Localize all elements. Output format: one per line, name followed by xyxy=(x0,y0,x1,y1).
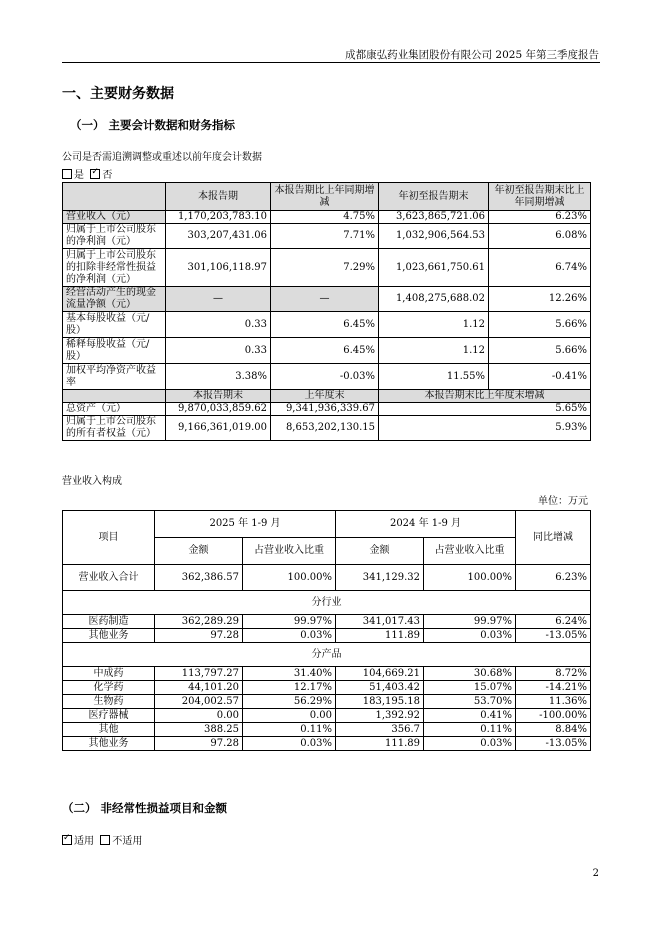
subsection-title-non-recurring: （二） 非经常性损益项目和金额 xyxy=(62,801,228,815)
page-number: 2 xyxy=(592,868,599,879)
header-cell: 2024 年 1-9 月 xyxy=(336,511,516,538)
group-row xyxy=(63,643,591,667)
header-cell: 同比增减 xyxy=(516,511,591,565)
row-label: 其他业务 xyxy=(63,629,155,643)
cell: 183,195.18 xyxy=(336,695,424,709)
cell: 9,870,033,859.62 xyxy=(166,403,271,416)
header-cell: 2025 年 1-9 月 xyxy=(155,511,336,538)
table-row xyxy=(63,565,591,591)
row-label: 生物药 xyxy=(63,695,155,709)
cell: 104,669.21 xyxy=(336,667,424,681)
cell: 1.12 xyxy=(379,312,489,338)
row-label: 中成药 xyxy=(63,667,155,681)
table-row xyxy=(63,224,591,249)
revenue-composition-title: 营业收入构成 xyxy=(62,476,122,487)
cell: 1,032,906,564.53 xyxy=(379,224,489,249)
cell: 3,623,865,721.06 xyxy=(379,211,489,224)
cell: 97.28 xyxy=(155,737,243,751)
row-label: 稀释每股收益（元/股） xyxy=(63,338,166,364)
cell: 11.36% xyxy=(516,695,591,709)
cell: 0.11% xyxy=(424,723,516,737)
retro-question: 公司是否需追溯调整或重述以前年度会计数据 xyxy=(62,152,262,163)
cell: 6.74% xyxy=(489,249,591,287)
cell: 341,129.32 xyxy=(336,565,424,591)
cell: 12.17% xyxy=(243,681,336,695)
header-cell: 占营业收入比重 xyxy=(424,538,516,565)
cell: 0.00 xyxy=(155,709,243,723)
cell: 0.00 xyxy=(243,709,336,723)
cell: 301,106,118.97 xyxy=(166,249,271,287)
cell: 100.00% xyxy=(243,565,336,591)
cell: 99.97% xyxy=(424,615,516,629)
revenue-composition-table xyxy=(62,510,591,751)
cell: 356.7 xyxy=(336,723,424,737)
cell: 5.66% xyxy=(489,338,591,364)
table-row xyxy=(63,249,591,287)
cell: 0.03% xyxy=(243,737,336,751)
cell: -14.21% xyxy=(516,681,591,695)
cell: 31.40% xyxy=(243,667,336,681)
checkbox-checked-icon[interactable] xyxy=(90,169,100,179)
header-cell: 本报告期 xyxy=(166,183,271,211)
table-row xyxy=(63,723,591,737)
retro-no-label: 否 xyxy=(102,170,113,181)
applicable-label: 适用 xyxy=(74,836,94,847)
row-label: 基本每股收益（元/股） xyxy=(63,312,166,338)
cell: 362,289.29 xyxy=(155,615,243,629)
cell: 99.97% xyxy=(243,615,336,629)
cell: 53.70% xyxy=(424,695,516,709)
group-row xyxy=(63,591,591,615)
cell: -100.00% xyxy=(516,709,591,723)
cell: 6.23% xyxy=(489,211,591,224)
cell: 6.45% xyxy=(271,338,379,364)
cell: 113,797.27 xyxy=(155,667,243,681)
cell: 1,392.92 xyxy=(336,709,424,723)
cell: 0.11% xyxy=(243,723,336,737)
header-cell: 上年度末 xyxy=(271,390,379,403)
header-cell xyxy=(63,390,166,403)
header-cell xyxy=(63,183,166,211)
cell: 6.23% xyxy=(516,565,591,591)
header-cell: 年初至报告期末比上年同期增减 xyxy=(489,183,591,211)
cell: 12.26% xyxy=(489,287,591,312)
cell: 1,170,203,783.10 xyxy=(166,211,271,224)
cell: 0.33 xyxy=(166,312,271,338)
cell: 30.68% xyxy=(424,667,516,681)
cell: 7.29% xyxy=(271,249,379,287)
table-row xyxy=(63,364,591,390)
cell: 8.84% xyxy=(516,723,591,737)
table-row xyxy=(63,709,591,723)
cell: 362,386.57 xyxy=(155,565,243,591)
table-row xyxy=(63,211,591,224)
retro-yes-label: 是 xyxy=(74,170,84,181)
cell: 204,002.57 xyxy=(155,695,243,709)
cell: 44,101.20 xyxy=(155,681,243,695)
cell: 111.89 xyxy=(336,737,424,751)
cell: 388.25 xyxy=(155,723,243,737)
section-title-financial-data: 一、主要财务数据 xyxy=(62,86,174,102)
row-label: 加权平均净资产收益率 xyxy=(63,364,166,390)
cell: 8,653,202,130.15 xyxy=(271,416,379,441)
cell: 0.03% xyxy=(424,737,516,751)
table-row xyxy=(63,737,591,751)
applicable-options xyxy=(62,832,142,847)
table-header-row xyxy=(63,183,591,211)
table-row xyxy=(63,338,591,364)
cell: 111.89 xyxy=(336,629,424,643)
row-label: 归属于上市公司股东的扣除非经常性损益的净利润（元） xyxy=(63,249,166,287)
header-cell: 项目 xyxy=(63,511,155,565)
unit-label: 单位：万元 xyxy=(538,496,588,507)
cell: 6.08% xyxy=(489,224,591,249)
cell: 0.41% xyxy=(424,709,516,723)
row-label: 其他业务 xyxy=(63,737,155,751)
row-label: 营业收入（元） xyxy=(63,211,166,224)
cell: 5.66% xyxy=(489,312,591,338)
header-divider xyxy=(62,62,600,63)
header-cell: 本报告期末 xyxy=(166,390,271,403)
row-label: 归属于上市公司股东的净利润（元） xyxy=(63,224,166,249)
key-financial-table xyxy=(62,182,591,441)
cell: 3.38% xyxy=(166,364,271,390)
cell: -0.41% xyxy=(489,364,591,390)
cell: — xyxy=(271,287,379,312)
cell: 9,166,361,019.00 xyxy=(166,416,271,441)
table-row xyxy=(63,629,591,643)
table-header-row xyxy=(63,511,591,538)
cell: 5.93% xyxy=(379,416,591,441)
row-label: 总资产（元） xyxy=(63,403,166,416)
cell: -13.05% xyxy=(516,629,591,643)
header-cell: 年初至报告期末 xyxy=(379,183,489,211)
row-label: 经营活动产生的现金流量净额（元） xyxy=(63,287,166,312)
cell: 56.29% xyxy=(243,695,336,709)
cell: 1.12 xyxy=(379,338,489,364)
cell: 7.71% xyxy=(271,224,379,249)
not-applicable-label: 不适用 xyxy=(112,836,143,847)
cell: 6.24% xyxy=(516,615,591,629)
table-row xyxy=(63,681,591,695)
table-row xyxy=(63,416,591,441)
row-label: 其他 xyxy=(63,723,155,737)
cell: 1,408,275,688.02 xyxy=(379,287,489,312)
cell: 9,341,936,339.67 xyxy=(271,403,379,416)
cell: 4.75% xyxy=(271,211,379,224)
group-label: 分产品 xyxy=(63,643,591,667)
table-row xyxy=(63,403,591,416)
checkbox-empty-icon[interactable] xyxy=(62,169,72,179)
table-subheader-row xyxy=(63,390,591,403)
row-label: 化学药 xyxy=(63,681,155,695)
row-label: 营业收入合计 xyxy=(63,565,155,591)
cell: 0.03% xyxy=(243,629,336,643)
checkbox-checked-icon[interactable] xyxy=(62,835,72,845)
cell: -0.03% xyxy=(271,364,379,390)
checkbox-empty-icon[interactable] xyxy=(100,835,110,845)
cell: 0.33 xyxy=(166,338,271,364)
cell: 0.03% xyxy=(424,629,516,643)
cell: 5.65% xyxy=(379,403,591,416)
header-cell: 金额 xyxy=(155,538,243,565)
cell: 303,207,431.06 xyxy=(166,224,271,249)
cell: -13.05% xyxy=(516,737,591,751)
table-row xyxy=(63,615,591,629)
header-cell: 本报告期比上年同期增减 xyxy=(271,183,379,211)
row-label: 医药制造 xyxy=(63,615,155,629)
cell: 100.00% xyxy=(424,565,516,591)
subsection-title-accounting-data: （一） 主要会计数据和财务指标 xyxy=(70,118,236,132)
row-label: 医疗器械 xyxy=(63,709,155,723)
table-row xyxy=(63,695,591,709)
cell: 8.72% xyxy=(516,667,591,681)
group-label: 分行业 xyxy=(63,591,591,615)
cell: 341,017.43 xyxy=(336,615,424,629)
cell: 1,023,661,750.61 xyxy=(379,249,489,287)
header-cell: 占营业收入比重 xyxy=(243,538,336,565)
cell: 11.55% xyxy=(379,364,489,390)
report-header: 成都康弘药业集团股份有限公司 2025 年第三季度报告 xyxy=(345,49,599,61)
cell: 6.45% xyxy=(271,312,379,338)
table-row xyxy=(63,312,591,338)
row-label: 归属于上市公司股东的所有者权益（元） xyxy=(63,416,166,441)
cell: 15.07% xyxy=(424,681,516,695)
retro-options xyxy=(62,166,112,181)
header-cell: 本报告期末比上年度末增减 xyxy=(379,390,591,403)
cell: — xyxy=(166,287,271,312)
cell: 97.28 xyxy=(155,629,243,643)
header-cell: 金额 xyxy=(336,538,424,565)
table-row xyxy=(63,287,591,312)
cell: 51,403.42 xyxy=(336,681,424,695)
table-row xyxy=(63,667,591,681)
